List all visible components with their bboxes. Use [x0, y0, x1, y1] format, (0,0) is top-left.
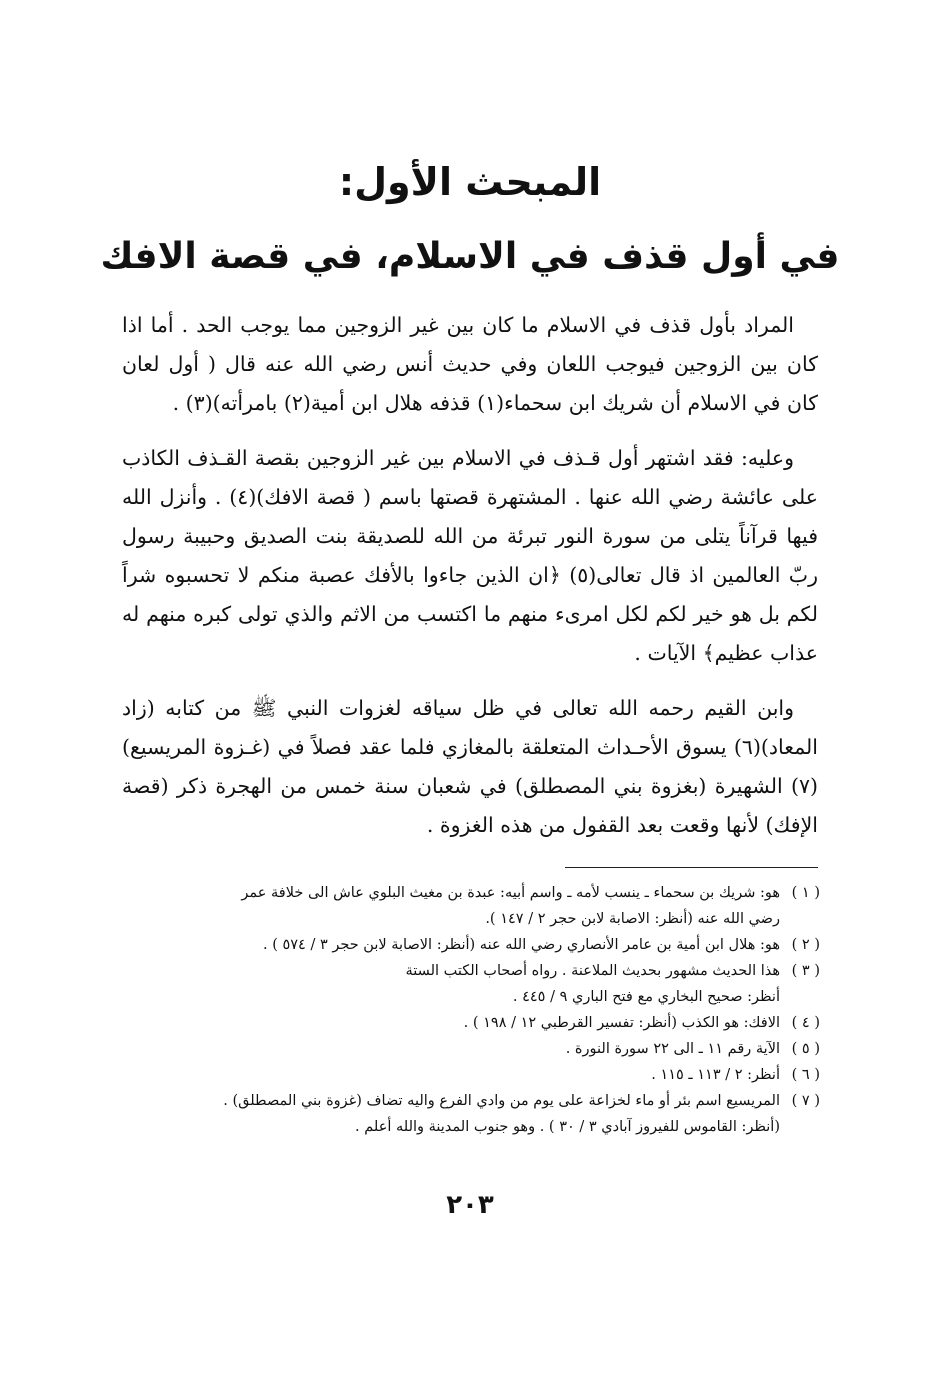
footnote-number: ( ٢ )	[791, 937, 820, 953]
footnote-number: ( ٧ )	[791, 1093, 820, 1109]
footnote-line: هو: هلال ابن أمية بن عامر الأنصاري رضي الله عنه (أنظر: الاصابة لابن حجر ٣ / ٥٧٤ ) .	[262, 937, 780, 953]
footnote-text	[118, 880, 780, 932]
footnote-number: ( ٦ )	[791, 1067, 820, 1083]
footnote-text	[118, 1036, 780, 1062]
footnote-text	[118, 958, 780, 1010]
footnote-line: أنظر: صحيح البخاري مع فتح الباري ٩ / ٤٤٥ .	[512, 989, 780, 1005]
footnote-text	[118, 1010, 780, 1036]
chapter-subtitle: في أول قذف في الاسلام، في قصة الافك	[100, 236, 840, 277]
footnote-number: ( ٤ )	[791, 1015, 820, 1031]
footnotes	[118, 880, 820, 1140]
footnote-line: الآية رقم ١١ ـ الى ٢٢ سورة النورة .	[565, 1041, 780, 1057]
chapter-title: المبحث الأول:	[338, 160, 602, 204]
footnote	[118, 958, 820, 1010]
footnote-line: الافك: هو الكذب (أنظر: تفسير القرطبي ١٢ / ١٩٨ ) .	[463, 1015, 780, 1031]
page-number: ٢٠٣	[446, 1190, 494, 1220]
footnote-line: (أنظر: القاموس للفيروز آبادي ٣ / ٣٠ ) . وهو جنوب المدينة والله أعلم .	[355, 1119, 780, 1135]
paragraph: المراد بأول قذف في الاسلام ما كان بين غير الزوجين مما يوجب الحد . أما اذا كان بين الزوجين فيوجب اللعان وفي حديث أنس رضي الله عنه قال ( أول لعان كان في الاسلام أن شريك ابن سحماء(١) قذفه هلال ابن أمية(٢) بامرأته)(٣) .	[122, 313, 818, 415]
footnote-number: ( ٣ )	[791, 963, 820, 979]
footnote-line: المريسيع اسم بئر أو ماء لخزاعة على يوم من وادي الفرع واليه تضاف (غزوة بني المصطلق) .	[223, 1093, 780, 1109]
main-text	[122, 306, 818, 861]
footnote-line: هذا الحديث مشهور بحديث الملاعنة . رواه أصحاب الكتب الستة	[405, 963, 780, 979]
footnote	[118, 1010, 820, 1036]
footnote	[118, 880, 820, 932]
paragraph: وعليه: فقد اشتهر أول قـذف في الاسلام بين غير الزوجين بقصة القـذف الكاذب على عائشة رضي الله عنها . المشتهرة قصتها باسم ( قصة الافك)(٤) . وأنزل الله فيها قرآناً يتلى من سورة النور تبرئة من الله للصديقة بنت الصديق وحبيبة رسول ربّ العالمين اذ قال تعالى(٥) ﴿ان الذين جاءوا بالأفك عصبة منكم لا تحسبوه شراً لكم بل هو خير لكم لكل امرىء منهم ما اكتسب من الاثم والذي تولى كبره منهم له عذاب عظيم﴾ الآيات .	[122, 446, 818, 665]
footnote	[118, 1036, 820, 1062]
footnote	[118, 932, 820, 958]
footnote	[118, 1062, 820, 1088]
footnote-number: ( ٥ )	[791, 1041, 820, 1057]
footnote-line: رضي الله عنه (أنظر: الاصابة لابن حجر ٢ / ١٤٧ ).	[485, 911, 780, 927]
paragraph: وابن القيم رحمه الله تعالى في ظل سياقه لغزوات النبي ﷺ من كتابه (زاد المعاد)(٦) يسوق الأحـداث المتعلقة بالمغازي فلما عقد فصلاً في (غـزوة المريسيع)(٧) الشهيرة (بغزوة بني المصطلق) في شعبان سنة خمس من الهجرة ذكر (قصة الإفك) لأنها وقعت بعد القفول من هذه الغزوة .	[122, 696, 818, 837]
footnote-text	[118, 1062, 780, 1088]
footnote-divider	[565, 867, 818, 868]
footnote-number: ( ١ )	[791, 885, 820, 901]
footnote	[118, 1088, 820, 1140]
footnote-line: هو: شريك بن سحماء ـ ينسب لأمه ـ واسم أبيه: عبدة بن مغيث البلوي عاش الى خلافة عمر	[241, 885, 780, 901]
footnote-text	[118, 1088, 780, 1140]
footnote-line: أنظر: ٢ / ١١٣ ـ ١١٥ .	[651, 1067, 780, 1083]
footnote-text	[118, 932, 780, 958]
